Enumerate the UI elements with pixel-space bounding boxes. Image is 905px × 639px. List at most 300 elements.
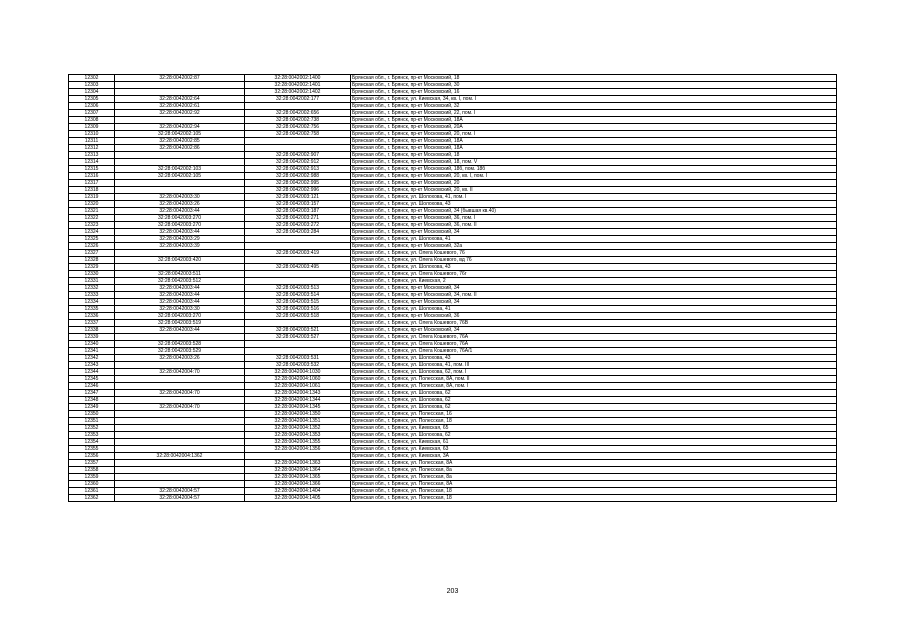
cadastral-number-cell: 32:28:0042002:177 <box>245 96 351 103</box>
table-row <box>69 103 837 110</box>
address-cell: Брянская обл., г. Брянск, ул. Шолохова, 43 <box>351 355 837 362</box>
table-row <box>69 327 837 334</box>
address-cell: Брянская обл., г. Брянск, пр-кт Московский, 34 <box>351 327 837 334</box>
row-number-cell: 12331 <box>69 278 115 285</box>
table-row <box>69 495 837 502</box>
parent-cadastral-number-cell: 32:28:0042004:70 <box>115 404 245 411</box>
table-row <box>69 362 837 369</box>
row-number-cell: 12325 <box>69 236 115 243</box>
parent-cadastral-number-cell <box>115 264 245 271</box>
row-number-cell: 12312 <box>69 145 115 152</box>
cadastral-table <box>68 74 837 502</box>
parent-cadastral-number-cell <box>115 397 245 404</box>
parent-cadastral-number-cell: 32:28:0042003:270 <box>115 222 245 229</box>
parent-cadastral-number-cell: 32:28:0042003:44 <box>115 299 245 306</box>
address-cell: Брянская обл., г. Брянск, ул. Олега Кошевого, 76В <box>351 320 837 327</box>
parent-cadastral-number-cell: 32:28:0042002:64 <box>115 96 245 103</box>
cadastral-number-cell: 32:28:0042004:1405 <box>245 495 351 502</box>
address-cell: Брянская обл., г. Брянск, ул. Шолохова, 43 <box>351 201 837 208</box>
table-row <box>69 271 837 278</box>
address-cell: Брянская обл., г. Брянск, ул. Полесская, 18 <box>351 418 837 425</box>
address-cell: Брянская обл., г. Брянск, ул. Полесская, 18 <box>351 488 837 495</box>
table-row <box>69 264 837 271</box>
address-cell: Брянская обл., г. Брянск, пр-кт Московский, 34, пом. II <box>351 292 837 299</box>
table-row <box>69 166 837 173</box>
cadastral-number-cell: 32:28:0042003:495 <box>245 264 351 271</box>
parent-cadastral-number-cell: 32:28:0042003:420 <box>115 257 245 264</box>
table-row <box>69 418 837 425</box>
cadastral-number-cell <box>245 341 351 348</box>
table-row <box>69 397 837 404</box>
table-row <box>69 75 837 82</box>
address-cell: Брянская обл., г. Брянск, пр-кт Московский, 36, пом. II <box>351 222 837 229</box>
address-cell: Брянская обл., г. Брянск, пр-кт Московский, 18б, пом. 18б <box>351 166 837 173</box>
cadastral-number-cell: 32:28:0042004:1366 <box>245 481 351 488</box>
parent-cadastral-number-cell: 32:28:0042003:44 <box>115 327 245 334</box>
row-number-cell: 12328 <box>69 257 115 264</box>
parent-cadastral-number-cell: 32:28:0042002:61 <box>115 103 245 110</box>
table-row <box>69 229 837 236</box>
cadastral-number-cell <box>245 348 351 355</box>
parent-cadastral-number-cell: 32:28:0042003:26 <box>115 355 245 362</box>
cadastral-number-cell: 32:28:0042003:272 <box>245 222 351 229</box>
row-number-cell: 12311 <box>69 138 115 145</box>
table-row <box>69 173 837 180</box>
row-number-cell: 12317 <box>69 180 115 187</box>
row-number-cell: 12335 <box>69 306 115 313</box>
cadastral-number-cell: 32:28:0042004:1344 <box>245 397 351 404</box>
row-number-cell: 12349 <box>69 404 115 411</box>
parent-cadastral-number-cell: 32:28:0042003:44 <box>115 292 245 299</box>
row-number-cell: 12362 <box>69 495 115 502</box>
table-row <box>69 236 837 243</box>
table-row <box>69 187 837 194</box>
table-row <box>69 376 837 383</box>
parent-cadastral-number-cell: 32:28:0042003:44 <box>115 229 245 236</box>
row-number-cell: 12319 <box>69 194 115 201</box>
cadastral-number-cell: 32:28:0042003:271 <box>245 215 351 222</box>
address-cell: Брянская обл., г. Брянск, ул. Полесская, 8А, пом. II <box>351 376 837 383</box>
address-cell: Брянская обл., г. Брянск, ул. Шолохова, 41 <box>351 236 837 243</box>
cadastral-number-cell <box>245 103 351 110</box>
address-cell: Брянская обл., г. Брянск, пр-кт Московский, 16 <box>351 89 837 96</box>
row-number-cell: 12337 <box>69 320 115 327</box>
parent-cadastral-number-cell: 32:28:0042004:1362 <box>115 453 245 460</box>
address-cell: Брянская обл., г. Брянск, пр-кт Московский, 18 <box>351 152 837 159</box>
address-cell: Брянская обл., г. Брянск, ул. Полесская, 8а <box>351 467 837 474</box>
row-number-cell: 12324 <box>69 229 115 236</box>
row-number-cell: 12350 <box>69 411 115 418</box>
table-row <box>69 439 837 446</box>
row-number-cell: 12304 <box>69 89 115 96</box>
table-row <box>69 222 837 229</box>
address-cell: Брянская обл., г. Брянск, ул. Полесская, 8А <box>351 481 837 488</box>
row-number-cell: 12303 <box>69 82 115 89</box>
table-row <box>69 411 837 418</box>
parent-cadastral-number-cell: 32:28:0042004:70 <box>115 369 245 376</box>
cadastral-number-cell: 32:28:0042004:1356 <box>245 446 351 453</box>
row-number-cell: 12356 <box>69 453 115 460</box>
parent-cadastral-number-cell: 32:28:0042004:57 <box>115 488 245 495</box>
parent-cadastral-number-cell: 32:28:0042002:92 <box>115 110 245 117</box>
row-number-cell: 12352 <box>69 425 115 432</box>
address-cell: Брянская обл., г. Брянск, ул. Шолохова, 43 <box>351 264 837 271</box>
table-row <box>69 82 837 89</box>
cadastral-number-cell: 32:28:0042004:1345 <box>245 404 351 411</box>
parent-cadastral-number-cell <box>115 432 245 439</box>
table-row <box>69 348 837 355</box>
row-number-cell: 12358 <box>69 467 115 474</box>
cadastral-number-cell <box>245 278 351 285</box>
table-row <box>69 180 837 187</box>
parent-cadastral-number-cell <box>115 362 245 369</box>
page-number: 203 <box>446 588 459 595</box>
table-row <box>69 145 837 152</box>
table-row <box>69 110 837 117</box>
parent-cadastral-number-cell <box>115 481 245 488</box>
row-number-cell: 12320 <box>69 201 115 208</box>
parent-cadastral-number-cell: 32:28:0042002:103 <box>115 166 245 173</box>
table-row <box>69 481 837 488</box>
cadastral-number-cell: 32:28:0042002:996 <box>245 187 351 194</box>
cadastral-number-cell: 32:28:0042003:419 <box>245 250 351 257</box>
parent-cadastral-number-cell <box>115 250 245 257</box>
cadastral-number-cell <box>245 236 351 243</box>
row-number-cell: 12308 <box>69 117 115 124</box>
parent-cadastral-number-cell: 32:28:0042003:511 <box>115 271 245 278</box>
table-row <box>69 404 837 411</box>
cadastral-number-cell: 32:28:0042004:1030 <box>245 369 351 376</box>
parent-cadastral-number-cell <box>115 376 245 383</box>
address-cell: Брянская обл., г. Брянск, пр-кт Московский, 30 <box>351 82 837 89</box>
cadastral-number-cell: 32:28:0042004:1352 <box>245 425 351 432</box>
table-row <box>69 117 837 124</box>
parent-cadastral-number-cell: 32:28:0042003:39 <box>115 243 245 250</box>
parent-cadastral-number-cell <box>115 82 245 89</box>
address-cell: Брянская обл., г. Брянск, пр-кт Московский, 20, пом. I <box>351 131 837 138</box>
address-cell: Брянская обл., г. Брянск, пр-кт Московский, 18А <box>351 117 837 124</box>
table-row <box>69 355 837 362</box>
cadastral-number-cell: 32:28:0042004:1061 <box>245 383 351 390</box>
address-cell: Брянская обл., г. Брянск, пр-кт Московский, 22, пом. I <box>351 110 837 117</box>
cadastral-number-cell: 32:28:0042002:1401 <box>245 82 351 89</box>
address-cell: Брянская обл., г. Брянск, ул. Полесская, 8А <box>351 460 837 467</box>
cadastral-number-cell <box>245 271 351 278</box>
parent-cadastral-number-cell: 32:28:0042002:85 <box>115 138 245 145</box>
cadastral-number-cell: 32:28:0042002:1400 <box>245 75 351 82</box>
address-cell: Брянская обл., г. Брянск, ул. Шолохова, 41 <box>351 306 837 313</box>
table-row <box>69 425 837 432</box>
parent-cadastral-number-cell: 32:28:0042003:270 <box>115 215 245 222</box>
table-row <box>69 194 837 201</box>
parent-cadastral-number-cell <box>115 411 245 418</box>
row-number-cell: 12321 <box>69 208 115 215</box>
address-cell: Брянская обл., г. Брянск, ул. Полесская, 16 <box>351 411 837 418</box>
address-cell: Брянская обл., г. Брянск, ул. Киевская, 2 <box>351 278 837 285</box>
table-row <box>69 453 837 460</box>
address-cell: Брянская обл., г. Брянск, ул. Шолохова, 62, пом. I <box>351 369 837 376</box>
row-number-cell: 12341 <box>69 348 115 355</box>
parent-cadastral-number-cell: 32:28:0042003:30 <box>115 306 245 313</box>
table-row <box>69 460 837 467</box>
table-row <box>69 432 837 439</box>
address-cell: Брянская обл., г. Брянск, пр-кт Московский, 34 <box>351 229 837 236</box>
row-number-cell: 12334 <box>69 299 115 306</box>
address-cell: Брянская обл., г. Брянск, пр-кт Московский, 34 (бывшая кв.40) <box>351 208 837 215</box>
row-number-cell: 12345 <box>69 376 115 383</box>
row-number-cell: 12329 <box>69 264 115 271</box>
row-number-cell: 12342 <box>69 355 115 362</box>
table-row <box>69 474 837 481</box>
parent-cadastral-number-cell <box>115 383 245 390</box>
table-row <box>69 159 837 166</box>
address-cell: Брянская обл., г. Брянск, ул. Олега Кошевого, 76 <box>351 250 837 257</box>
table-row <box>69 334 837 341</box>
address-cell: Брянская обл., г. Брянск, ул. Олега Кошевого, 76А/1 <box>351 348 837 355</box>
cadastral-number-cell: 32:28:0042003:531 <box>245 355 351 362</box>
table-row <box>69 383 837 390</box>
row-number-cell: 12330 <box>69 271 115 278</box>
address-cell: Брянская обл., г. Брянск, пр-кт Московский, 36 <box>351 313 837 320</box>
cadastral-number-cell: 32:28:0042004:1365 <box>245 474 351 481</box>
row-number-cell: 12310 <box>69 131 115 138</box>
parent-cadastral-number-cell <box>115 474 245 481</box>
table-row <box>69 369 837 376</box>
address-cell: Брянская обл., г. Брянск, ул. Киевская, 61 <box>351 439 837 446</box>
table-row <box>69 390 837 397</box>
row-number-cell: 12307 <box>69 110 115 117</box>
cadastral-number-cell <box>245 320 351 327</box>
address-cell: Брянская обл., г. Брянск, пр-кт Московский, 34 <box>351 285 837 292</box>
cadastral-number-cell: 32:28:0042004:1351 <box>245 418 351 425</box>
parent-cadastral-number-cell: 32:28:0042003:26 <box>115 201 245 208</box>
address-cell: Брянская обл., г. Брянск, ул. Шолохова, 41, пом. I <box>351 194 837 201</box>
address-cell: Брянская обл., г. Брянск, ул. Олега Кошевого, 76А <box>351 341 837 348</box>
table-row <box>69 488 837 495</box>
table-row <box>69 292 837 299</box>
address-cell: Брянская обл., г. Брянск, ул. Киевская, 63 <box>351 446 837 453</box>
address-cell: Брянская обл., г. Брянск, пр-кт Московский, 18А <box>351 138 837 145</box>
table-row <box>69 446 837 453</box>
parent-cadastral-number-cell: 32:28:0042003:529 <box>115 348 245 355</box>
row-number-cell: 12359 <box>69 474 115 481</box>
address-cell: Брянская обл., г. Брянск, ул. Киевская, 34, кв. I, пом. I <box>351 96 837 103</box>
cadastral-number-cell: 32:28:0042002:907 <box>245 152 351 159</box>
cadastral-number-cell: 32:28:0042004:1060 <box>245 376 351 383</box>
parent-cadastral-number-cell: 32:28:0042003:30 <box>115 194 245 201</box>
cadastral-number-cell: 32:28:0042003:187 <box>245 208 351 215</box>
table-row <box>69 467 837 474</box>
parent-cadastral-number-cell <box>115 460 245 467</box>
address-cell: Брянская обл., г. Брянск, ул. Шолохова, 62 <box>351 390 837 397</box>
address-cell: Брянская обл., г. Брянск, пр-кт Московский, 20А <box>351 124 837 131</box>
parent-cadastral-number-cell <box>115 425 245 432</box>
row-number-cell: 12348 <box>69 397 115 404</box>
parent-cadastral-number-cell <box>115 334 245 341</box>
parent-cadastral-number-cell: 32:28:0042002:94 <box>115 124 245 131</box>
table-row <box>69 250 837 257</box>
cadastral-number-cell: 32:28:0042004:1355 <box>245 439 351 446</box>
table-row <box>69 243 837 250</box>
table-row <box>69 313 837 320</box>
row-number-cell: 12336 <box>69 313 115 320</box>
table-row <box>69 131 837 138</box>
parent-cadastral-number-cell: 32:28:0042003:512 <box>115 278 245 285</box>
cadastral-number-cell: 32:28:0042004:1363 <box>245 460 351 467</box>
row-number-cell: 12315 <box>69 166 115 173</box>
parent-cadastral-number-cell <box>115 446 245 453</box>
cadastral-number-cell: 32:28:0042003:521 <box>245 327 351 334</box>
row-number-cell: 12353 <box>69 432 115 439</box>
cadastral-number-cell: 32:28:0042003:121 <box>245 194 351 201</box>
address-cell: Брянская обл., г. Брянск, пр-кт Московский, 20 <box>351 180 837 187</box>
cadastral-number-cell <box>245 145 351 152</box>
row-number-cell: 12360 <box>69 481 115 488</box>
cadastral-number-cell: 32:28:0042002:758 <box>245 131 351 138</box>
row-number-cell: 12314 <box>69 159 115 166</box>
cadastral-number-cell <box>245 138 351 145</box>
row-number-cell: 12309 <box>69 124 115 131</box>
table-row <box>69 124 837 131</box>
address-cell: Брянская обл., г. Брянск, пр-кт Московский, 32 <box>351 103 837 110</box>
parent-cadastral-number-cell: 32:28:0042004:57 <box>115 495 245 502</box>
table-row <box>69 89 837 96</box>
table-row <box>69 201 837 208</box>
row-number-cell: 12357 <box>69 460 115 467</box>
parent-cadastral-number-cell <box>115 439 245 446</box>
row-number-cell: 12344 <box>69 369 115 376</box>
cadastral-number-cell: 32:28:0042003:284 <box>245 229 351 236</box>
cadastral-number-cell: 32:28:0042004:1350 <box>245 411 351 418</box>
row-number-cell: 12338 <box>69 327 115 334</box>
cadastral-number-cell <box>245 257 351 264</box>
cadastral-number-cell: 32:28:0042004:1404 <box>245 488 351 495</box>
table-row <box>69 215 837 222</box>
parent-cadastral-number-cell <box>115 180 245 187</box>
address-cell: Брянская обл., г. Брянск, ул. Киевская, 65 <box>351 425 837 432</box>
table-row <box>69 320 837 327</box>
parent-cadastral-number-cell <box>115 117 245 124</box>
row-number-cell: 12346 <box>69 383 115 390</box>
row-number-cell: 12316 <box>69 173 115 180</box>
parent-cadastral-number-cell: 32:28:0042002:87 <box>115 75 245 82</box>
address-cell: Брянская обл., г. Брянск, пр-кт Московский, 32а <box>351 243 837 250</box>
table-row <box>69 306 837 313</box>
cadastral-number-cell: 32:28:0042004:1343 <box>245 390 351 397</box>
row-number-cell: 12326 <box>69 243 115 250</box>
parent-cadastral-number-cell <box>115 467 245 474</box>
cadastral-number-cell: 32:28:0042002:656 <box>245 110 351 117</box>
address-cell: Брянская обл., г. Брянск, ул. Полесская, 18 <box>351 495 837 502</box>
cadastral-number-cell: 32:28:0042003:518 <box>245 313 351 320</box>
row-number-cell: 12323 <box>69 222 115 229</box>
cadastral-number-cell: 32:28:0042004:1353 <box>245 432 351 439</box>
parent-cadastral-number-cell: 32:28:0042004:70 <box>115 390 245 397</box>
address-cell: Брянская обл., г. Брянск, пр-кт Московский, 18, пом. V <box>351 159 837 166</box>
address-cell: Брянская обл., г. Брянск, пр-кт Московский, 18А <box>351 145 837 152</box>
row-number-cell: 12305 <box>69 96 115 103</box>
table-row <box>69 285 837 292</box>
parent-cadastral-number-cell: 32:28:0042002:105 <box>115 131 245 138</box>
parent-cadastral-number-cell <box>115 159 245 166</box>
cadastral-number-cell: 32:28:0042003:157 <box>245 201 351 208</box>
table-row <box>69 96 837 103</box>
cadastral-number-cell: 32:28:0042004:1364 <box>245 467 351 474</box>
parent-cadastral-number-cell <box>115 418 245 425</box>
row-number-cell: 12322 <box>69 215 115 222</box>
row-number-cell: 12340 <box>69 341 115 348</box>
table-row <box>69 278 837 285</box>
cadastral-number-cell: 32:28:0042003:513 <box>245 285 351 292</box>
row-number-cell: 12354 <box>69 439 115 446</box>
cadastral-number-cell: 32:28:0042003:527 <box>245 334 351 341</box>
parent-cadastral-number-cell: 32:28:0042002:86 <box>115 145 245 152</box>
table-row <box>69 208 837 215</box>
table-row <box>69 152 837 159</box>
address-cell: Брянская обл., г. Брянск, ул. Олега Кошевого, 76А <box>351 334 837 341</box>
cadastral-number-cell: 32:28:0042003:515 <box>245 299 351 306</box>
parent-cadastral-number-cell <box>115 89 245 96</box>
address-cell: Брянская обл., г. Брянск, ул. Олега Кошевого, вд 76 <box>351 257 837 264</box>
parent-cadastral-number-cell: 32:28:0042003:44 <box>115 285 245 292</box>
cadastral-number-cell <box>245 453 351 460</box>
table-row <box>69 299 837 306</box>
row-number-cell: 12343 <box>69 362 115 369</box>
parent-cadastral-number-cell: 32:28:0042003:44 <box>115 208 245 215</box>
parent-cadastral-number-cell <box>115 152 245 159</box>
parent-cadastral-number-cell <box>115 187 245 194</box>
address-cell: Брянская обл., г. Брянск, ул. Киевская, 3А <box>351 453 837 460</box>
cadastral-number-cell: 32:28:0042002:756 <box>245 124 351 131</box>
address-cell: Брянская обл., г. Брянск, ул. Шолохова, 62 <box>351 404 837 411</box>
table-row <box>69 341 837 348</box>
cadastral-number-cell: 32:28:0042002:995 <box>245 180 351 187</box>
table-body <box>69 75 837 502</box>
address-cell: Брянская обл., г. Брянск, ул. Шолохова, 62 <box>351 397 837 404</box>
cadastral-number-cell: 32:28:0042002:912 <box>245 159 351 166</box>
parent-cadastral-number-cell: 32:28:0042002:105 <box>115 173 245 180</box>
row-number-cell: 12306 <box>69 103 115 110</box>
parent-cadastral-number-cell: 32:28:0042003:29 <box>115 236 245 243</box>
address-cell: Брянская обл., г. Брянск, пр-кт Московский, 20, кв. I, пом. I <box>351 173 837 180</box>
address-cell: Брянская обл., г. Брянск, ул. Полесская, 8А, пом. I <box>351 383 837 390</box>
row-number-cell: 12351 <box>69 418 115 425</box>
row-number-cell: 12339 <box>69 334 115 341</box>
cadastral-number-cell: 32:28:0042003:514 <box>245 292 351 299</box>
address-cell: Брянская обл., г. Брянск, пр-кт Московский, 20, кв. II <box>351 187 837 194</box>
row-number-cell: 12332 <box>69 285 115 292</box>
cadastral-number-cell: 32:28:0042002:1402 <box>245 89 351 96</box>
address-cell: Брянская обл., г. Брянск, пр-кт Московский, 18 <box>351 75 837 82</box>
row-number-cell: 12361 <box>69 488 115 495</box>
parent-cadastral-number-cell: 32:28:0042003:528 <box>115 341 245 348</box>
parent-cadastral-number-cell: 32:28:0042003:519 <box>115 320 245 327</box>
row-number-cell: 12347 <box>69 390 115 397</box>
row-number-cell: 12313 <box>69 152 115 159</box>
address-cell: Брянская обл., г. Брянск, ул. Шолохова, 41, пом. III <box>351 362 837 369</box>
cadastral-number-cell: 32:28:0042003:532 <box>245 362 351 369</box>
table-row <box>69 138 837 145</box>
row-number-cell: 12318 <box>69 187 115 194</box>
address-cell: Брянская обл., г. Брянск, ул. Олега Кошевого, 76г <box>351 271 837 278</box>
row-number-cell: 12327 <box>69 250 115 257</box>
address-cell: Брянская обл., г. Брянск, пр-кт Московский, 36, пом. I <box>351 215 837 222</box>
table-row <box>69 257 837 264</box>
cadastral-number-cell: 32:28:0042003:516 <box>245 306 351 313</box>
cadastral-number-cell <box>245 243 351 250</box>
row-number-cell: 12355 <box>69 446 115 453</box>
row-number-cell: 12333 <box>69 292 115 299</box>
